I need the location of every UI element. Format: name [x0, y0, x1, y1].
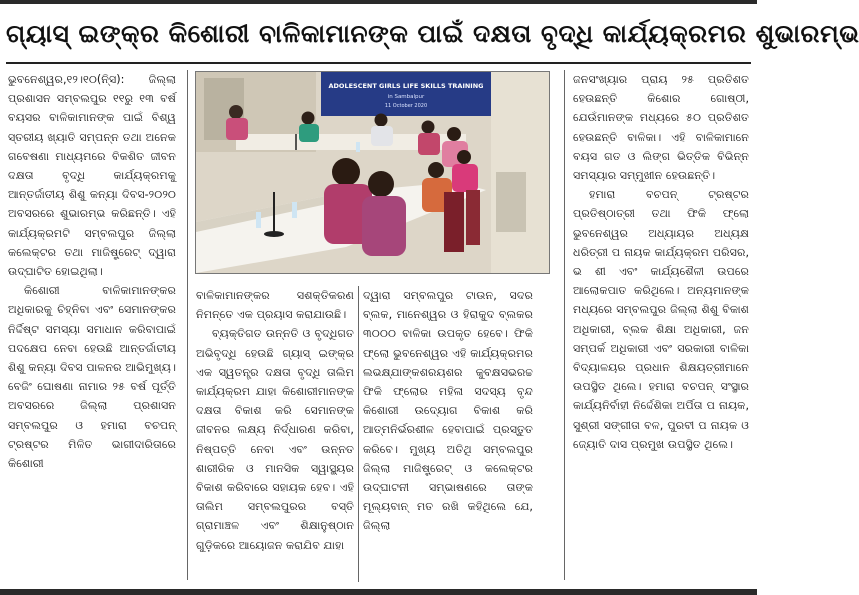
column-divider-3 — [564, 70, 565, 580]
col4-paragraph-2: ହମାରା ବଚପନ୍ ଟ୍ରଷ୍ଟର ପ୍ରତିଷ୍ଠାତ୍ରୀ ତଥା ଫିକି ଫ୍ଲୋ ଭୁବନେଶ୍ୱର ଅଧ୍ୟାୟର ଅଧ୍ୟକ୍ଷ ଧରିତ୍ରୀ ପ ନାୟକ କାର୍ଯ୍ୟକ୍ରମ ପରିସର, ଭ ଶୀ ଏବଂ କାର୍ଯ୍ୟଶୈଳୀ ଉପରେ ଆଲୋକପାତ କରିଥିଲେ। ଅନ୍ୟମାନଙ୍କ ମଧ୍ୟରେ ସମ୍ବଲପୁର ଜିଲ୍ଲା ଶିଶୁ ବିକାଶ ଅଧିକାରୀ, ବ୍ଲକ ଶିକ୍ଷା ଅଧିକାରୀ, ଜନ ସମ୍ପର୍କ ଅଧିକାରୀ ଏବଂ ସରକାରୀ ବାଳିକା ବିଦ୍ୟାଳୟର ପ୍ରଧାନ ଶିକ୍ଷୟତ୍ରୀମାନେ ଉପସ୍ଥିତ ଥିଲେ। ହମାରା ବଚପନ୍ ସଂସ୍ଥାର କାର୍ଯ୍ୟନିର୍ବାହୀ ନିର୍ଦ୍ଦେଶିକା ଅର୍ପିତା ପ ନାୟକ, ସୁଶ୍ରୀ ସଙ୍ଗୀତା ବଳ, ପୁରବୀ ପ ନାୟକ ଓ ଜ୍ୟୋତି ଦାସ ପ୍ରମୁଖ ଉପସ୍ଥିତ ଥିଲେ। — [573, 188, 749, 451]
column-1 — [8, 70, 176, 580]
top-frame-bar — [0, 0, 757, 4]
news-photo — [196, 72, 549, 273]
column-2 — [196, 286, 354, 582]
headline: ଗ୍ୟାସ୍ ଇଙ୍କ୍‌ର କିଶୋରୀ ବାଳିକାମାନଙ୍କ ପାଇଁ ଦକ୍ଷତା ବୃଦ୍ଧି କାର୍ଯ୍ୟକ୍ରମର ଶୁଭାରମ୍ଭ — [6, 19, 859, 48]
column-3 — [363, 286, 533, 582]
column-divider-2 — [358, 286, 359, 582]
col4-paragraph-1: ଜନସଂଖ୍ୟାର ପ୍ରାୟ ୨୫ ପ୍ରତିଶତ ହେଉଛନ୍ତି କିଶୋର ଗୋଷ୍ଠୀ, ଯେଉଁମାନଙ୍କ ମଧ୍ୟରେ ୫୦ ପ୍ରତିଶତ ହେଉଛନ୍ତି ବାଳିକା। ଏହି ବାଳିକାମାନେ ବୟସ ଗତ ଓ ଲିଙ୍ଗ ଭିତ୍ତିକ ବିଭିନ୍ନ ସମସ୍ୟାର ସମ୍ମୁଖୀନ ହେଉଛନ୍ତି। — [573, 73, 749, 183]
column-4 — [573, 70, 749, 580]
banner-sub: in Sambalpur — [387, 94, 425, 100]
bottom-frame-bar — [0, 589, 757, 595]
column-divider-1 — [187, 70, 188, 580]
col3-paragraph-1: ଦ୍ୱାରା ସମ୍ବଲପୁର ଟାଉନ, ସଦର ବ୍ଲକ, ମାନେଶ୍ୱର ଓ ହିରାକୁଦ ବ୍ଲକର ୩୦୦୦ ବାଳିକା ଉପକୃତ ହେବେ। ଫିକି ଫ୍ଲୋ ଭୁବନେଶ୍ୱର ଏହି କାର୍ଯ୍ୟକ୍ରମର ଲଭକ୍ଷ୍ଯାଙ୍କଶରୟଶର କୁବକ୍ଷସଭରଚ୍ଚ ଫିକି ଫ୍ଲୋର ମହିଳା ସଦସ୍ୟ ବୃନ୍ଦ କିଶୋରୀ ଉଦ୍ୟୋଗ ବିକାଶ କରି ଆତ୍ମନିର୍ଭରଶୀଳ ହେବାପାଇଁ ପ୍ରସ୍ତୁତ କରିବେ। ମୁଖ୍ୟ ଅତିଥି ସମ୍ବଲପୁର ଜିଲ୍ଲା ମାଜିଷ୍ଟ୍ରେଟ୍ ଓ କଲେକ୍ଟର ଉଦ୍‌ଘାଟନୀ ସମ୍ଭାଷଣରେ ତାଙ୍କ ମୂଲ୍ୟବାନ୍ ମତ ରଖି କହିଥିଲେ ଯେ, ଜିଲ୍ଲା — [363, 289, 533, 533]
headline-rule — [6, 62, 751, 64]
banner-date: 11 October 2020 — [384, 103, 428, 109]
col2-paragraph-1: ବାଳିକାମାନଙ୍କର ସଶକ୍ତିକରଣ ନିମନ୍ତେ ଏକ ପ୍ରୟାସ କରାଯାଉଛି। — [196, 289, 354, 322]
col2-paragraph-2: ବ୍ୟକ୍ତିଗତ ଉନ୍ନତି ଓ ବୃଦ୍ଧିଗତ ଅଭିବୃଦ୍ଧି ହେଉଛି ଗ୍ୟାସ୍ ଇଙ୍କ୍‌ର ଏକ ସ୍ୱତନ୍ତ୍ର ଦକ୍ଷତା ବୃଦ୍ଧି ତାଲିମ କାର୍ଯ୍ୟକ୍ରମ ଯାହା କିଶୋରୀମାନଙ୍କ ଦକ୍ଷତା ବିକାଶ କରି ସେମାନଙ୍କ ଜୀବନର ଲକ୍ଷ୍ୟ ନିର୍ଦ୍ଧାରଣ କରିବା, ନିଷ୍ପତ୍ତି ନେବା ଏବଂ ଉନ୍ନତ ଶାରୀରିକ ଓ ମାନସିକ ସ୍ୱାସ୍ଥ୍ୟର ବିକାଶ କରିବାରେ ସହାୟକ ହେବ। ଏହି ତାଲିମ ସମ୍ବଲପୁରର ବସ୍ତି ଗ୍ରାମାଞ୍ଚଳ ଏବଂ ଶିକ୍ଷାନୁଷ୍ଠାନ ଗୁଡ଼ିକରେ ଆୟୋଜନ କରାଯିବ ଯାହା — [196, 327, 354, 552]
col1-paragraph-2: କିଶୋରୀ ବାଳିକାମାନଙ୍କର ଅଧିକାରକୁ ଚିହ୍ନିବା ଏବଂ ସେମାନଙ୍କର ନିର୍ଦ୍ଦିଷ୍ଟ ସମସ୍ୟା ସମାଧାନ କରିବାପାଇଁ ପଦକ୍ଷେପ ନେବା ହେଉଛି ଆନ୍ତର୍ଜାତୀୟ ଶିଶୁ କନ୍ୟା ଦିବସ ପାଳନର ଆଭିମୁଖ୍ୟ। ବେଜିଂ ଘୋଷଣା ନାମାର ୨୫ ବର୍ଷ ପୂର୍ତ୍ତି ଅବସରରେ ଜିଲ୍ଲା ପ୍ରଶାସନ ସମ୍ବଲପୁର ଓ ହମାରା ବଚପନ୍ ଟ୍ରଷ୍ଟର ମିଳିତ ଭାଗୀଦାରିତାରେ କିଶୋରୀ — [8, 284, 176, 471]
col1-paragraph-1: ଭୁବନେଶ୍ୱର,୧୨।୧୦(ନି୍‌ସ): ଜିଲ୍ଲା ପ୍ରଶାସନ ସମ୍ବଲପୁର ୧୧ରୁ ୧୩ ବର୍ଷ ବୟସର ବାଳିକାମାନଙ୍କ ପାଇଁ ବିଶ୍ୱ ସ୍ତରୀୟ ଖ୍ୟାତି ସମ୍ପନ୍ନ ତଥା ଅନେକ ଗବେଷଣା ମାଧ୍ୟମରେ ବିକଶିତ ଜୀବନ ଦକ୍ଷତା ବୃଦ୍ଧି କାର୍ଯ୍ୟକ୍ରମକୁ ଆନ୍ତର୍ଜାତୀୟ ଶିଶୁ କନ୍ୟା ଦିବସ-୨୦୨୦ ଅବସରରେ ଶୁଭାରମ୍ଭ କରିଛନ୍ତି। ଏହି କାର୍ଯ୍ୟକ୍ରମଟି ସମ୍ବଲପୁର ଜିଲ୍ଲା କଲେକ୍ଟର ତଥା ମାଜିଷ୍ଟ୍ରେଟ୍ ଦ୍ୱାରା ଉଦ୍‌ଘାଟିତ ହୋଇଥିଲା। — [8, 73, 176, 279]
banner-title: ADOLESCENT GIRLS LIFE SKILLS TRAINING — [328, 82, 484, 90]
